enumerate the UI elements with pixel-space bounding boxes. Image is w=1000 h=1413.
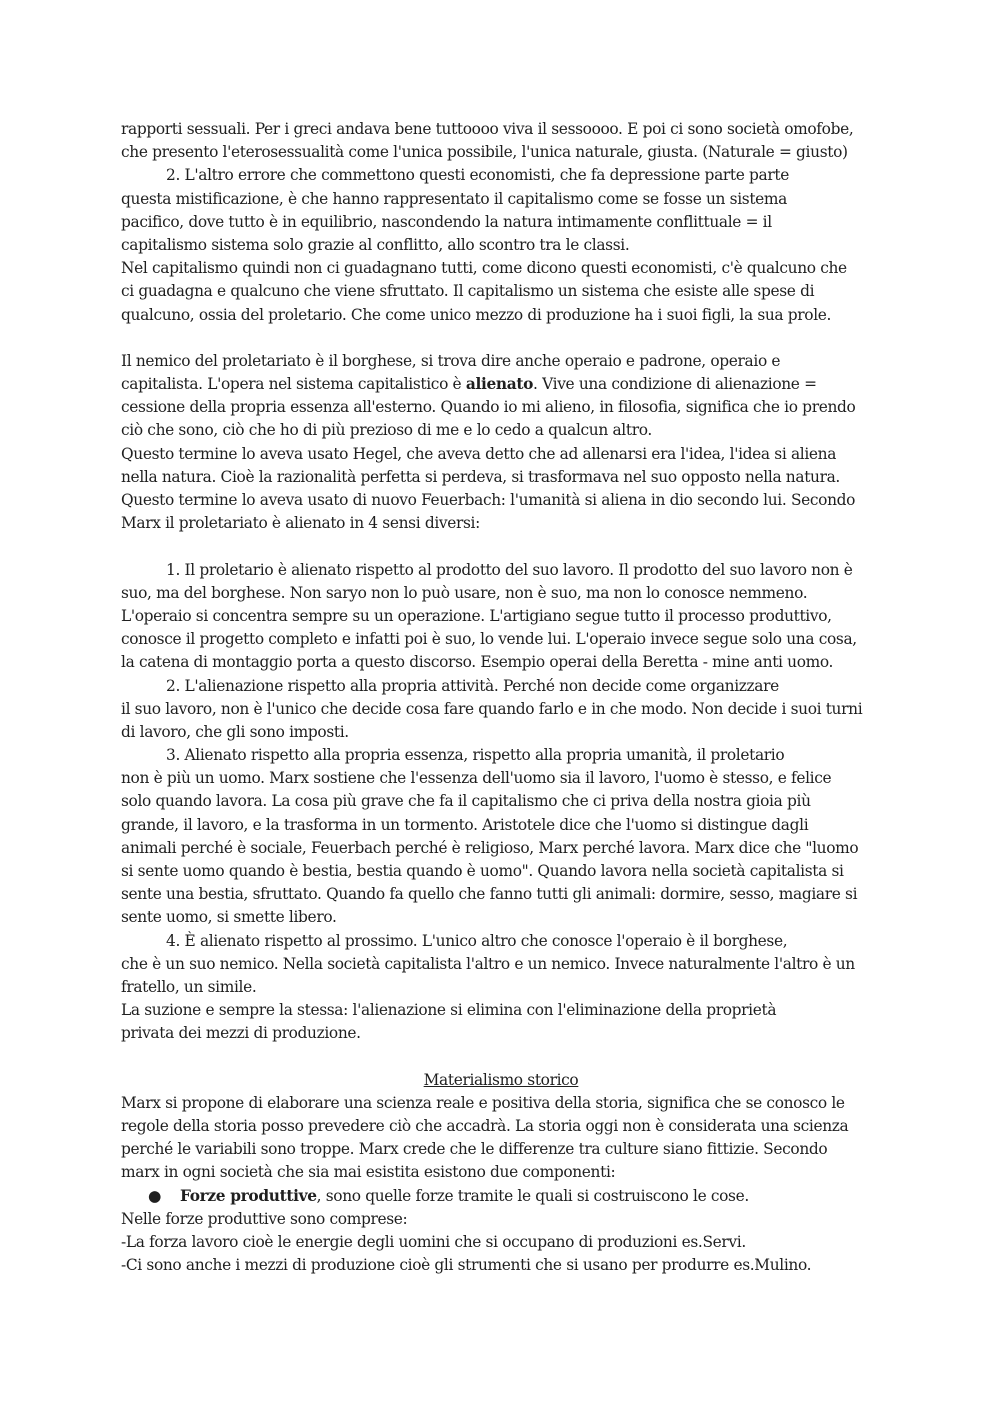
text-line: suo, ma del borghese. Non saryo non lo può usare, non è suo, ma non lo conosce nemmeno. (121, 583, 808, 602)
text-line: sente una bestia, sfruttato. Quando fa quello che fanno tutti gli animali: dormire, sesso, magiare si (121, 885, 858, 904)
text-line: che presento l'eterosessualità come l'unica possibile, l'unica naturale, giusta. (Naturale = giusto) (121, 143, 848, 162)
bold-term: alienato (465, 375, 534, 394)
text-line: -La forza lavoro cioè le energie degli uomini che si occupano di produzioni es.Servi. (121, 1233, 746, 1251)
text-line: Nelle forze produttive sono comprese: (121, 1209, 408, 1228)
text-segment: , sono quelle forze tramite le quali si costruiscono le cose. (316, 1186, 749, 1205)
text-line: pacifico, dove tutto è in equilibrio, nascondendo la natura intimamente conflittuale = il (121, 212, 772, 231)
text-line: ciò che sono, ciò che ho di più prezioso di me e lo cedo a qualcun altro. (121, 421, 652, 440)
text-line: L'operaio si concentra sempre su un operazione. L'artigiano segue tutto il processo produttivo, (121, 606, 832, 625)
text-line: Il nemico del proletariato è il borghese, si trova dire anche operaio e padrone, operaio e (121, 351, 781, 370)
text-line: capitalismo sistema solo grazie al conflitto, allo scontro tra le classi. (121, 235, 630, 254)
text-line: animali perché è sociale, Feuerbach perché è religioso, Marx perché lavora. Marx dice che "luomo (121, 838, 859, 857)
text-line: 2. L'altro errore che commettono questi economisti, che fa depressione parte parte (166, 166, 789, 185)
text-line: privata dei mezzi di produzione. (121, 1024, 361, 1043)
text-line: 3. Alienato rispetto alla propria essenza, rispetto alla propria umanità, il proletario (166, 746, 785, 765)
text-line: rapporti sessuali. Per i greci andava bene tuttoooo viva il sessoooo. E poi ci sono società omofobe, (121, 120, 854, 138)
section-heading: Materialismo storico (423, 1070, 579, 1089)
text-line: che è un suo nemico. Nella società capitalista l'altro e un nemico. Invece naturalmente l'altro è un (121, 954, 855, 973)
document-page (121, 118, 881, 1277)
text-segment: . Vive una condizione di alienazione = (533, 375, 817, 394)
text-line: qualcuno, ossia del proletario. Che come unico mezzo di produzione ha i suoi figli, la sua prole. (121, 305, 832, 324)
paragraph-gap (121, 535, 881, 558)
text-line: sente uomo, si smette libero. (121, 908, 337, 927)
text-line: fratello, un simile. (121, 977, 257, 996)
paragraph-gap (121, 1046, 881, 1069)
text-line: la catena di montaggio porta a questo discorso. Esempio operai della Beretta - mine anti uomo. (121, 653, 834, 672)
text-line: regole della storia posso prevedere ciò che accadrà. La storia oggi non è considerata una scienza (121, 1117, 849, 1136)
text-line: 2. L'alienazione rispetto alla propria attività. Perché non decide come organizzare (166, 676, 779, 695)
text-line: il suo lavoro, non è l'unico che decide cosa fare quando farlo e in che modo. Non decide i suoi turni (121, 699, 863, 718)
text-line: nella natura. Cioè la razionalità perfetta si perdeva, si trasformava nel suo opposto nella natura. (121, 467, 840, 486)
text-line: grande, il lavoro, e la trasforma in un tormento. Aristotele dice che l'uomo si distingue dagli (121, 815, 809, 834)
text-line: Marx il proletariato è alienato in 4 sensi diversi: (121, 514, 480, 533)
text-line: questa mistificazione, è che hanno rappresentato il capitalismo come se fosse un sistema (121, 189, 787, 208)
text-line: Questo termine lo aveva usato Hegel, che aveva detto che ad allenarsi era l'idea, l'idea si aliena (121, 444, 837, 463)
text-line (121, 373, 881, 396)
text-line: solo quando lavora. La cosa più grave che fa il capitalismo che ci priva della nostra gioia più (121, 792, 811, 811)
text-line: cessione della propria essenza all'esterno. Quando io mi alieno, in filosofia, significa che io prendo (121, 398, 856, 417)
text-line: marx in ogni società che sia mai esistita esistono due componenti: (121, 1163, 616, 1182)
paragraph-gap (121, 327, 881, 350)
text-line: -Ci sono anche i mezzi di produzione cioè gli strumenti che si usano per produrre es.Mulino. (121, 1256, 812, 1275)
text-line: perché le variabili sono troppe. Marx crede che le differenze tra culture siano fittizie. Secondo (121, 1140, 828, 1159)
text-line: La suzione e sempre la stessa: l'alienazione si elimina con l'eliminazione della proprietà (121, 1001, 777, 1020)
text-line: ci guadagna e qualcuno che viene sfruttato. Il capitalismo un sistema che esiste alle spese di (121, 282, 815, 301)
bold-term: Forze produttive (180, 1186, 317, 1205)
bullet-item (121, 1185, 881, 1208)
text-line: 4. È alienato rispetto al prossimo. L'unico altro che conosce l'operaio è il borghese, (166, 931, 788, 950)
text-line: di lavoro, che gli sono imposti. (121, 722, 349, 741)
bullet-icon: ● (148, 1186, 162, 1205)
text-line: Questo termine lo aveva usato di nuovo Feuerbach: l'umanità si aliena in dio secondo lui. Secondo (121, 491, 856, 509)
text-segment: capitalista. L'opera nel sistema capitalistico è (121, 375, 466, 394)
text-line: 1. Il proletario è alienato rispetto al prodotto del suo lavoro. Il prodotto del suo lavoro non è (166, 560, 853, 579)
text-line: non è più un uomo. Marx sostiene che l'essenza dell'uomo sia il lavoro, l'uomo è stesso, e felice (121, 769, 832, 788)
text-line: Nel capitalismo quindi non ci guadagnano tutti, come dicono questi economisti, c'è qualcuno che (121, 259, 847, 278)
text-line: si sente uomo quando è bestia, bestia quando è uomo". Quando lavora nella società capitalista si (121, 862, 844, 880)
text-line: conosce il progetto completo e infatti poi è suo, lo vende lui. L'operaio invece segue solo una cosa, (121, 630, 857, 649)
text-line: Marx si propone di elaborare una scienza reale e positiva della storia, significa che se conosco le (121, 1093, 845, 1112)
